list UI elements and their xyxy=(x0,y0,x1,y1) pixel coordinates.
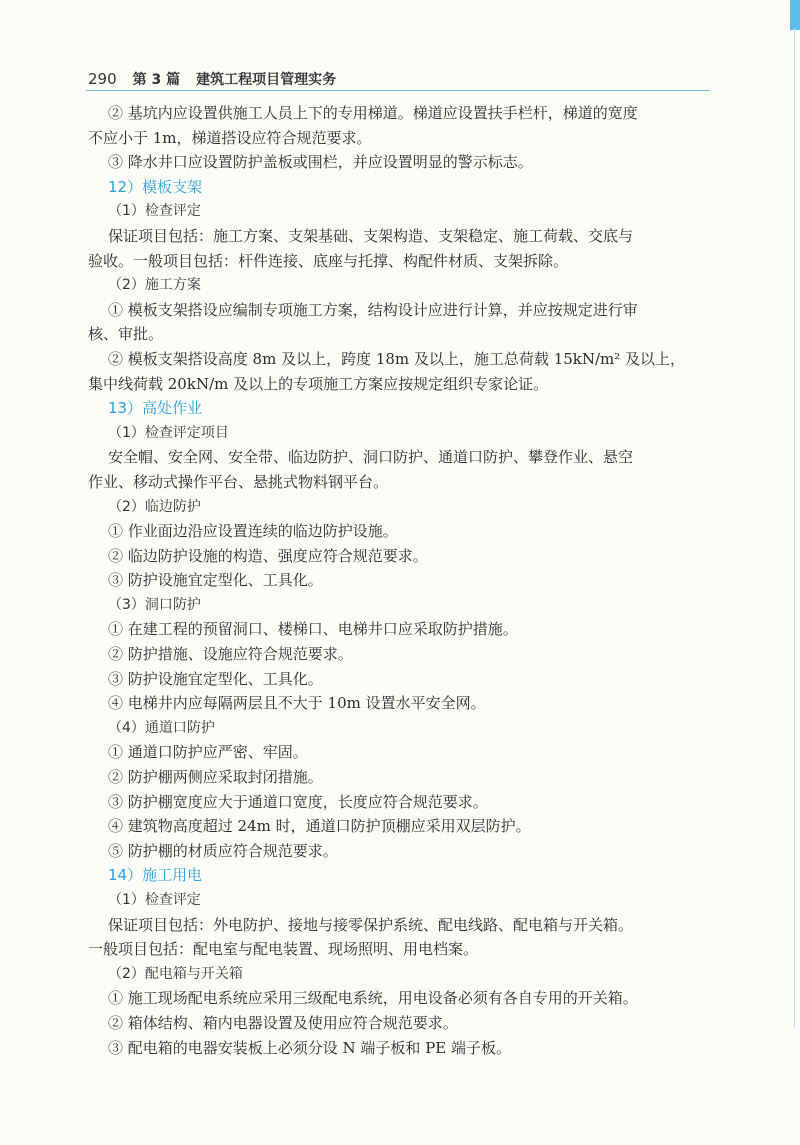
body-line: 集中线荷载 20kN/m 及以上的专项施工方案应按规定组织专家论证。 xyxy=(88,374,549,393)
body-line: ⑤ 防护棚的材质应符合规范要求。 xyxy=(108,841,338,860)
body-line: ① 施工现场配电系统应采用三级配电系统，用电设备必须有各自专用的开关箱。 xyxy=(108,989,638,1008)
body-line: ① 作业面边沿应设置连续的临边防护设施。 xyxy=(108,522,398,541)
body-line: ③ 降水井口应设置防护盖板或围栏，并应设置明显的警示标志。 xyxy=(108,153,533,172)
page-body xyxy=(88,101,710,1060)
body-line: ④ 电梯井内应每隔两层且不大于 10m 设置水平安全网。 xyxy=(108,694,486,713)
subsection-heading: （2）临边防护 xyxy=(108,498,201,515)
section-heading: 13）高处作业 xyxy=(108,399,203,418)
part-title: 建筑工程项目管理实务 xyxy=(196,72,337,88)
running-header xyxy=(88,69,708,89)
page-number: 290 xyxy=(88,70,117,88)
body-line: 验收。一般项目包括：杆件连接、底座与托撑、构配件材质、支架拆除。 xyxy=(88,251,569,270)
subsection-heading: （3）洞口防护 xyxy=(108,596,201,613)
body-line: 一般项目包括：配电室与配电装置、现场照明、用电档案。 xyxy=(88,940,479,959)
body-line: ④ 建筑物高度超过 24m 时，通道口防护顶棚应采用双层防护。 xyxy=(108,817,531,836)
subsection-heading: （2）施工方案 xyxy=(108,277,201,294)
body-line: 保证项目包括：外电防护、接地与接零保护系统、配电线路、配电箱与开关箱。 xyxy=(108,915,634,934)
section-heading: 14）施工用电 xyxy=(108,866,203,885)
body-line: 安全帽、安全网、安全带、临边防护、洞口防护、通道口防护、攀登作业、悬空 xyxy=(108,448,634,467)
subsection-heading: （1）检查评定项目 xyxy=(108,424,229,441)
body-line: ③ 防护设施宜定型化、工具化。 xyxy=(108,669,323,688)
body-line: ③ 配电箱的电器安装板上必须分设 N 端子板和 PE 端子板。 xyxy=(108,1038,512,1057)
body-line: ② 箱体结构、箱内电器设置及使用应符合规范要求。 xyxy=(108,1013,458,1032)
body-line: ③ 防护设施宜定型化、工具化。 xyxy=(108,571,323,590)
subsection-heading: （1）检查评定 xyxy=(108,203,201,220)
section-heading: 12）模板支架 xyxy=(108,177,203,196)
subsection-heading: （2）配电箱与开关箱 xyxy=(108,965,243,982)
body-line: 保证项目包括：施工方案、支架基础、支架构造、支架稳定、施工荷载、交底与 xyxy=(108,226,634,245)
body-line: 不应小于 1m，梯道搭设应符合规范要求。 xyxy=(88,128,372,147)
body-line: 核、审批。 xyxy=(88,325,164,344)
part-label: 第 3 篇 xyxy=(132,72,181,88)
edge-accent-line xyxy=(794,28,795,1028)
body-line: ② 防护措施、设施应符合规范要求。 xyxy=(108,645,353,664)
subsection-heading: （1）检查评定 xyxy=(108,892,201,908)
body-line: ③ 防护棚宽度应大于通道口宽度，长度应符合规范要求。 xyxy=(108,792,488,811)
body-line: ② 防护棚两侧应采取封闭措施。 xyxy=(108,768,323,787)
body-line: 作业、移动式操作平台、悬挑式物料钢平台。 xyxy=(88,472,389,491)
body-line: ② 基坑内应设置供施工人员上下的专用梯道。梯道应设置扶手栏杆，梯道的宽度 xyxy=(108,104,638,122)
body-line: ② 模板支架搭设高度 8m 及以上，跨度 18m 及以上，施工总荷载 15kN/m² 及以上， xyxy=(108,349,686,368)
header-rule xyxy=(86,90,710,91)
subsection-heading: （4）通道口防护 xyxy=(108,719,215,736)
body-line: ① 通道口防护应严密、牢固。 xyxy=(108,743,308,762)
edge-accent-bar xyxy=(790,0,800,30)
body-line: ① 模板支架搭设应编制专项施工方案，结构设计应进行计算，并应按规定进行审 xyxy=(108,300,638,319)
body-line: ① 在建工程的预留洞口、楼梯口、电梯井口应采取防护措施。 xyxy=(108,620,518,639)
body-line: ② 临边防护设施的构造、强度应符合规范要求。 xyxy=(108,546,428,565)
